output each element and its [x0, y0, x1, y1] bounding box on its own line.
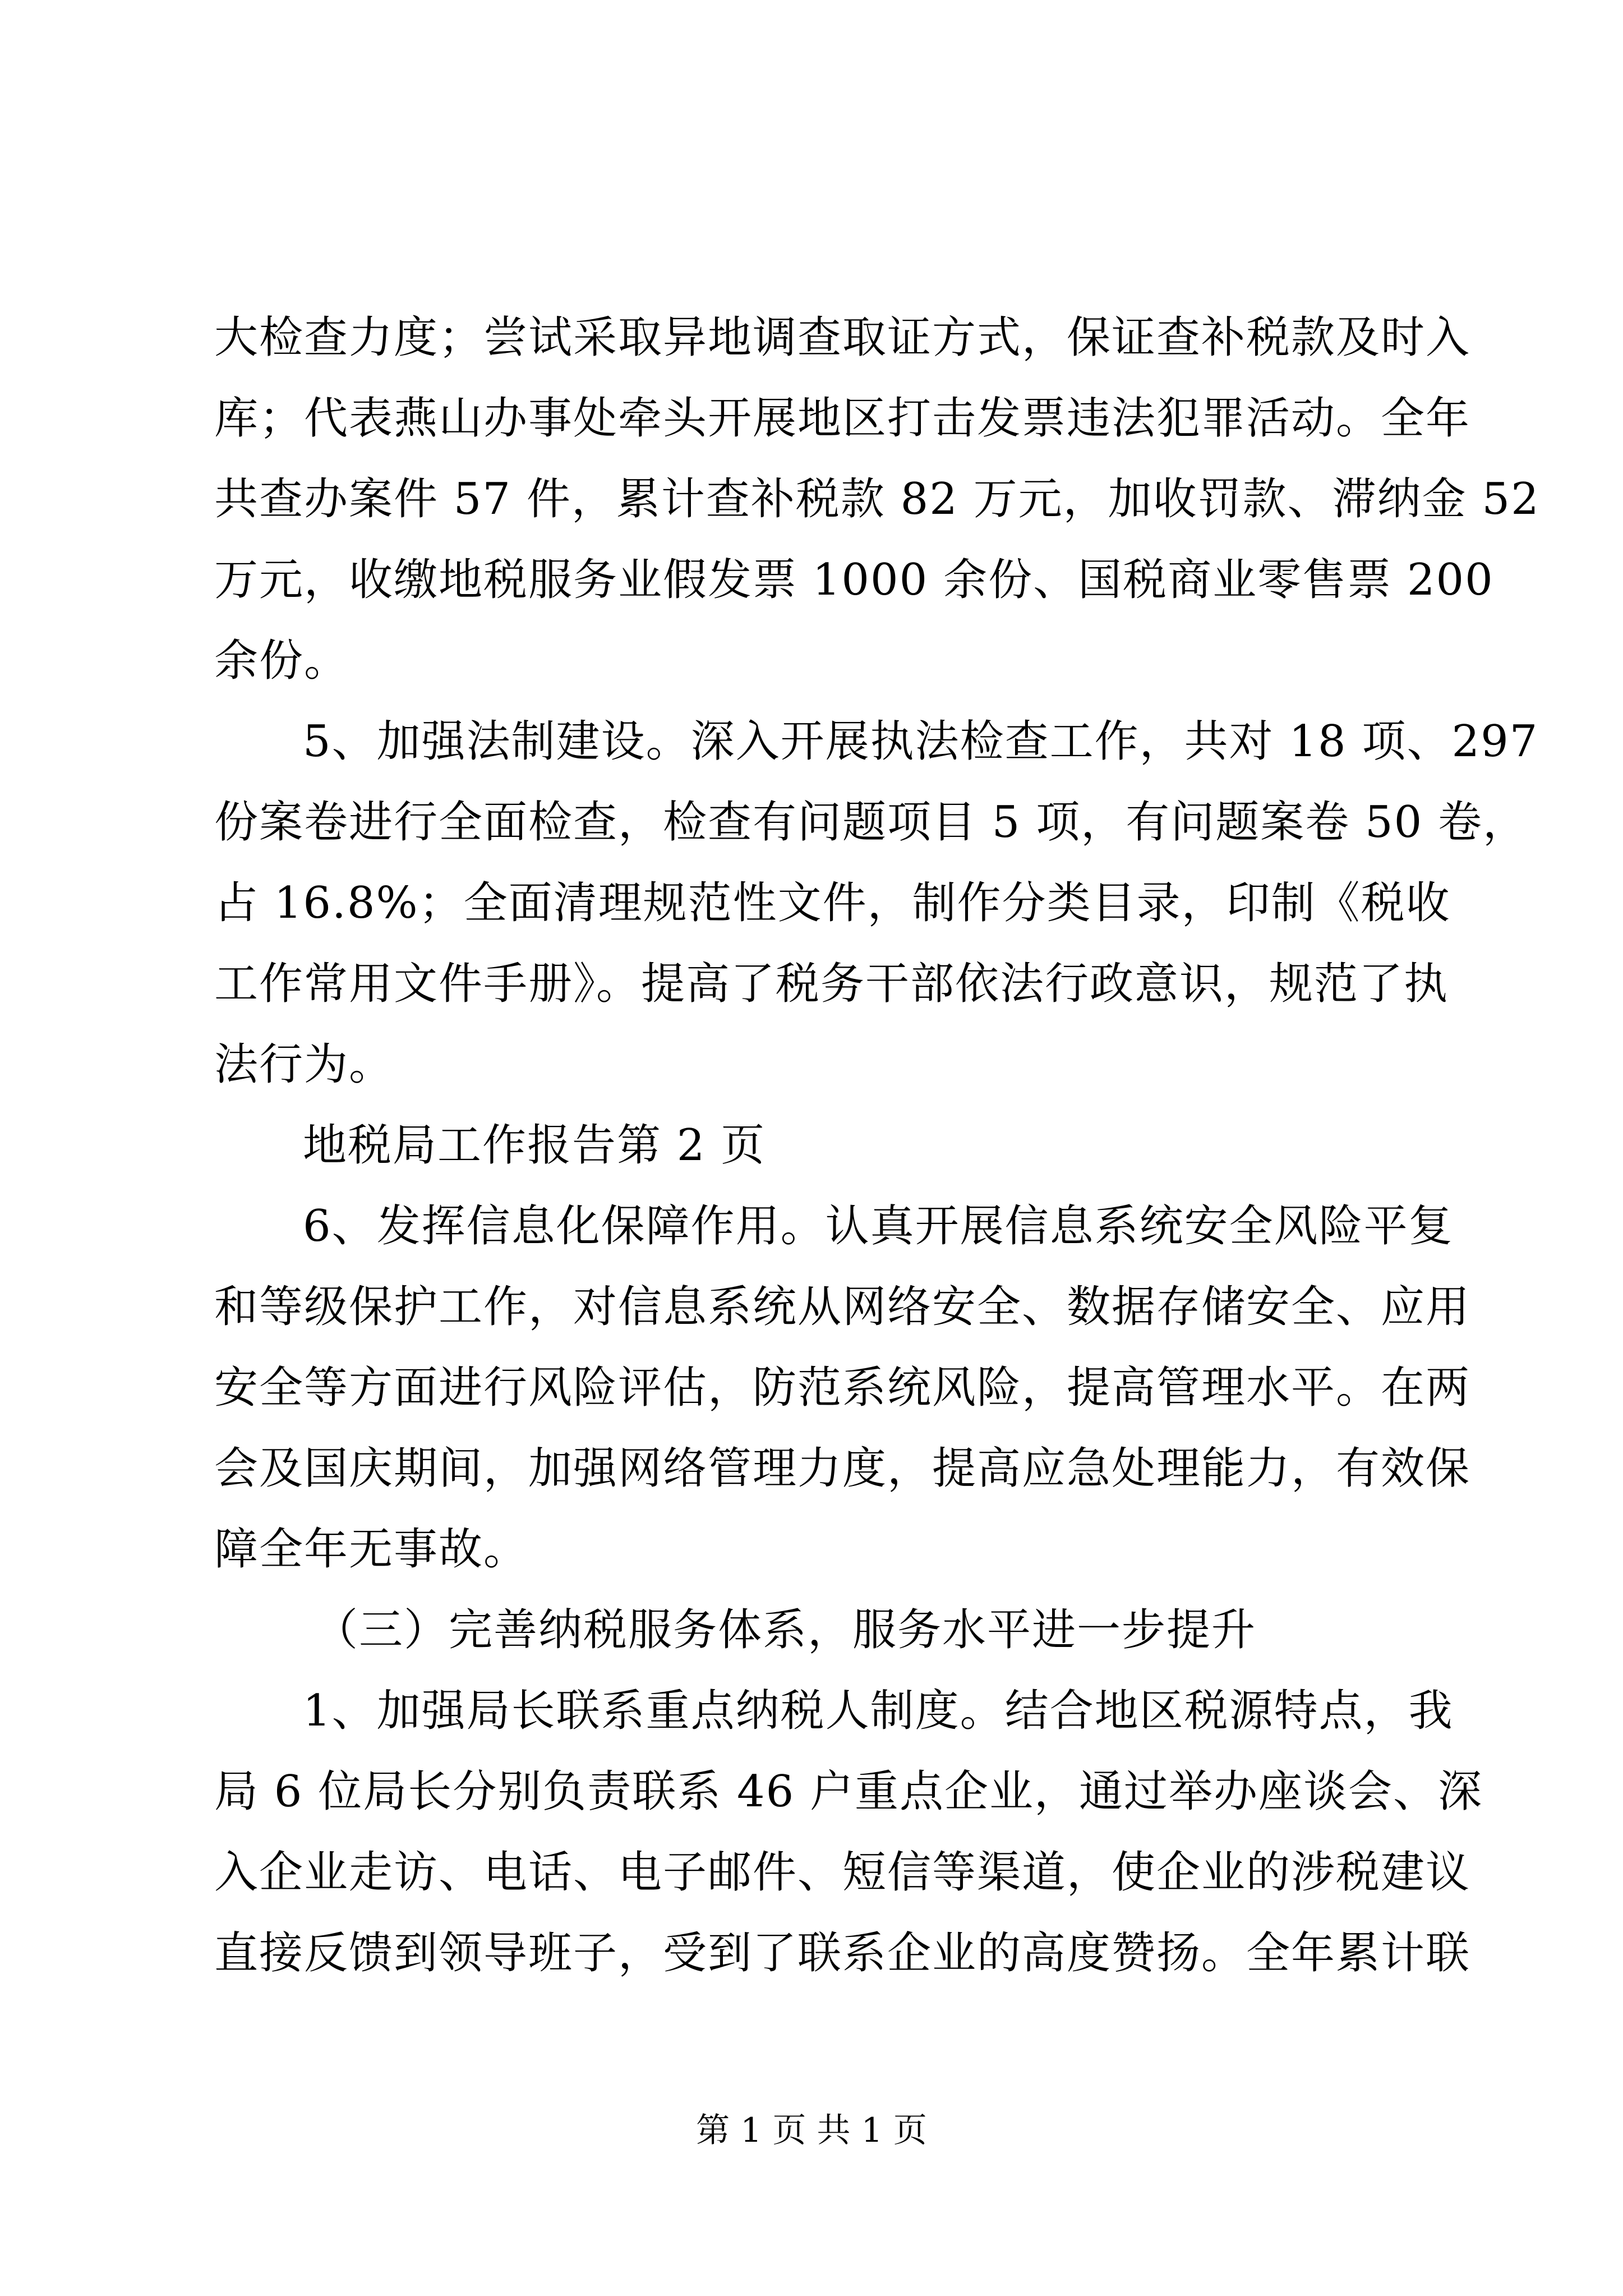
text-line: 余份。 [214, 636, 349, 686]
text-line: 份案卷进行全面检查，检查有问题项目 5 项，有问题案卷 50 卷， [214, 797, 1528, 848]
page-footer: 第 1 页 共 1 页 [696, 2111, 927, 2150]
text-line: 会及国庆期间，加强网络管理力度，提高应急处理能力，有效保 [214, 1443, 1471, 1494]
text-line: 大检查力度；尝试采取异地调查取证方式，保证查补税款及时入 [214, 312, 1471, 363]
text-line: 法行为。 [214, 1039, 394, 1090]
text-line: 安全等方面进行风险评估，防范系统风险，提高管理水平。在两 [214, 1363, 1471, 1413]
text-line: 共查办案件 57 件，累计查补税款 82 万元，加收罚款、滞纳金 52 [214, 474, 1540, 524]
section-page-marker: 地税局工作报告第 2 页 [303, 1120, 766, 1171]
text-line: 万元，收缴地税服务业假发票 1000 余份、国税商业零售票 200 [214, 555, 1494, 605]
text-line: 局 6 位局长分别负责联系 46 户重点企业，通过举办座谈会、深 [214, 1766, 1483, 1817]
paragraph-6-start: 6、发挥信息化保障作用。认真开展信息系统安全风险平复 [303, 1201, 1454, 1251]
text-line: 库；代表燕山办事处牵头开展地区打击发票违法犯罪活动。全年 [214, 393, 1471, 444]
text-line: 障全年无事故。 [214, 1524, 529, 1575]
text-line: 占 16.8%；全面清理规范性文件，制作分类目录，印制《税收 [214, 878, 1451, 928]
text-line: 工作常用文件手册》。提高了税务干部依法行政意识，规范了执 [214, 959, 1449, 1009]
text-line: 直接反馈到领导班子，受到了联系企业的高度赞扬。全年累计联 [214, 1928, 1471, 1978]
text-line: 入企业走访、电话、电子邮件、短信等渠道，使企业的涉税建议 [214, 1847, 1471, 1898]
text-line: 和等级保护工作，对信息系统从网络安全、数据存储安全、应用 [214, 1282, 1471, 1332]
paragraph-5-start: 5、加强法制建设。深入开展执法检查工作，共对 18 项、297 [303, 716, 1539, 767]
paragraph-1-start: 1、加强局长联系重点纳税人制度。结合地区税源特点，我 [303, 1686, 1454, 1736]
section-heading: （三）完善纳税服务体系，服务水平进一步提升 [314, 1605, 1257, 1655]
